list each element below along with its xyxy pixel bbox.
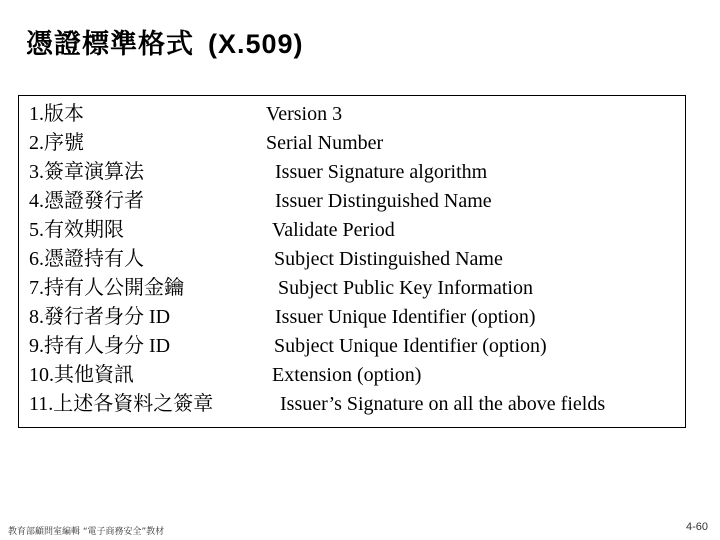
field-zh: 4.憑證發行者: [29, 190, 144, 212]
field-zh: 8.發行者身分 ID: [29, 306, 171, 328]
page-number: 4-60: [685, 521, 708, 533]
field-row: [19, 216, 685, 245]
field-zh: 10.其他資訊: [29, 364, 134, 386]
field-en: Validate Period: [272, 219, 395, 241]
field-en: Issuer Unique Identifier (option): [275, 306, 536, 328]
slide-title-text: 憑證標準格式: [26, 29, 194, 60]
field-row: [19, 361, 685, 390]
field-en: Serial Number: [266, 132, 384, 154]
field-row: [19, 100, 685, 129]
field-row: [19, 187, 685, 216]
field-en: Subject Distinguished Name: [274, 248, 503, 270]
field-row: [19, 129, 685, 158]
slide-title: [26, 22, 304, 61]
field-zh: 6.憑證持有人: [29, 248, 144, 270]
field-row: [19, 303, 685, 332]
footer-source: 教育部顧問室編輯 “電子商務安全”教材: [8, 527, 165, 537]
field-en: Issuer’s Signature on all the above fields: [280, 393, 606, 415]
field-zh: 3.簽章演算法: [29, 161, 144, 183]
field-row: [19, 390, 685, 419]
field-zh: 1.版本: [29, 103, 84, 125]
field-en: Subject Public Key Information: [278, 277, 533, 299]
field-row: [19, 274, 685, 303]
field-en: Subject Unique Identifier (option): [274, 335, 547, 357]
x509-fields-box: [18, 95, 686, 428]
field-en: Extension (option): [272, 364, 422, 386]
field-zh: 7.持有人公開金鑰: [29, 277, 184, 299]
field-zh: 5.有效期限: [29, 219, 124, 241]
field-en: Issuer Distinguished Name: [275, 190, 492, 212]
field-row: [19, 332, 685, 361]
field-row: [19, 158, 685, 187]
field-zh: 11.上述各資料之簽章: [29, 393, 214, 415]
field-en: Issuer Signature algorithm: [275, 161, 488, 183]
slide-title-code: (X.509): [208, 29, 304, 59]
field-en: Version 3: [266, 103, 343, 125]
field-zh: 9.持有人身分 ID: [29, 335, 171, 357]
field-zh: 2.序號: [29, 132, 84, 154]
field-row: [19, 245, 685, 274]
